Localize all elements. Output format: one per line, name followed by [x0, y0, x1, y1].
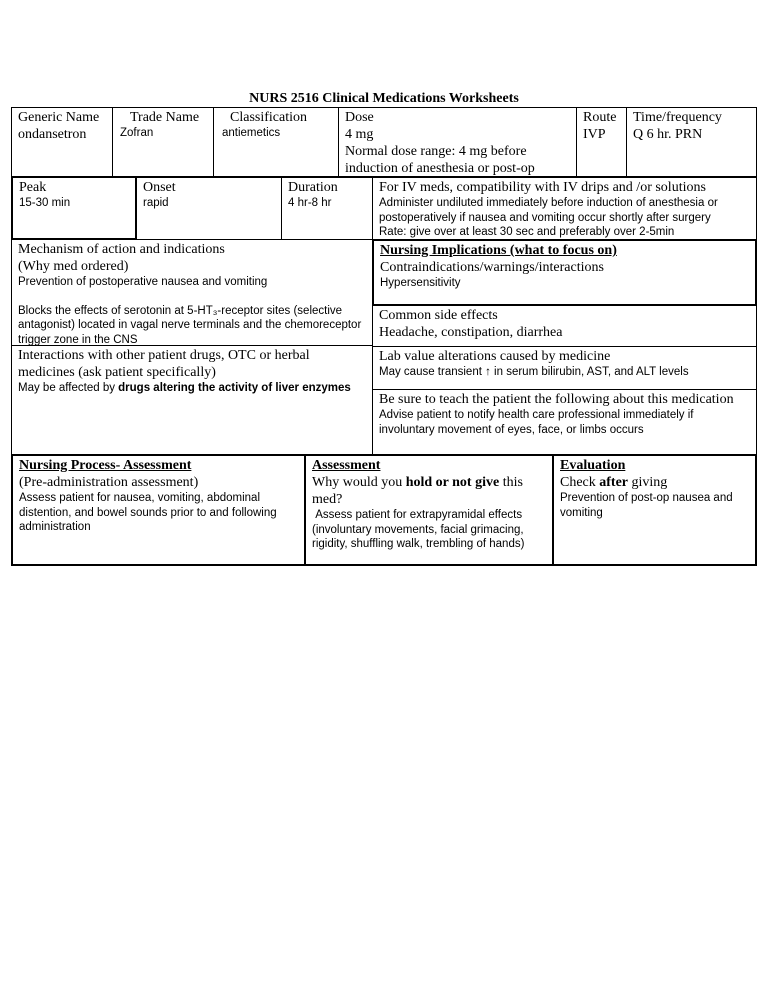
mechanism-sublabel: (Why med ordered): [18, 259, 129, 274]
evaluation-question: [560, 474, 750, 491]
interactions-text-prefix: May be affected by: [18, 382, 119, 394]
route-label: Route: [583, 110, 617, 125]
duration-value: 4 hr-8 hr: [288, 197, 332, 209]
side-effects-value: Headache, constipation, diarrhea: [379, 325, 563, 340]
trade-name-value: Zofran: [120, 127, 154, 139]
interactions-text: [18, 381, 367, 396]
nursing-process-label: Nursing Process- Assessment: [19, 458, 192, 473]
assessment-cell: [304, 454, 554, 566]
classification-label: Classification: [230, 110, 307, 125]
nursing-implications-cell: [372, 239, 757, 306]
frequency-value: Q 6 hr. PRN: [633, 127, 703, 142]
lab-values-value: May cause transient ↑ in serum bilirubin, AST, and ALT levels: [379, 366, 689, 378]
evaluation-question-suffix: giving: [628, 475, 668, 490]
mechanism-text: Blocks the effects of serotonin at 5-HT₃-receptor sites (selective antagonist) located in vagal nerve terminals and the chemoreceptor trigger zone in the CNS: [18, 304, 362, 346]
contraindications-label: Contraindications/warnings/interactions: [380, 260, 604, 275]
normal-dose-range: Normal dose range: 4 mg before induction of anesthesia or post-op: [345, 144, 535, 176]
duration-label: Duration: [288, 180, 338, 195]
interactions-cell: [11, 345, 373, 455]
nursing-process-cell: [11, 454, 306, 566]
duration-cell: [281, 177, 373, 240]
assessment-question: [312, 474, 547, 508]
iv-compatibility-cell: [372, 177, 757, 240]
side-effects-cell: [372, 305, 757, 347]
lab-values-cell: [372, 346, 757, 390]
onset-cell: [136, 177, 282, 240]
evaluation-question-bold: after: [599, 475, 629, 490]
lab-values-label: Lab value alterations caused by medicine: [379, 349, 611, 364]
evaluation-cell: [552, 454, 757, 566]
indication-text: Prevention of postoperative nausea and vomiting: [18, 276, 268, 288]
dose-label: Dose: [345, 110, 374, 125]
side-effects-label: Common side effects: [379, 308, 498, 323]
assessment-question-bold: hold or not give: [405, 475, 500, 490]
frequency-label: Time/frequency: [633, 110, 722, 125]
nursing-process-value: Assess patient for nausea, vomiting, abdominal distention, and bowel sounds prior to and following administration: [19, 492, 277, 533]
peak-value: 15-30 min: [19, 197, 71, 209]
nursing-process-sublabel: (Pre-administration assessment): [19, 475, 199, 490]
iv-compatibility-label: For IV meds, compatibility with IV drips and /or solutions: [379, 180, 706, 195]
interactions-label: Interactions with other patient drugs, OTC or herbal medicines (ask patient specifically): [18, 348, 310, 380]
iv-compatibility-text: Administer undiluted immediately before induction of anesthesia or postoperatively if nausea and vomiting occur shortly after surgery: [379, 197, 718, 224]
iv-rate-text: Rate: give over at least 30 sec and preferably over 2-5min: [379, 226, 675, 238]
assessment-label: Assessment: [312, 458, 381, 473]
assessment-question-prefix: Why would you: [312, 475, 406, 490]
dose-value: 4 mg: [345, 127, 374, 142]
nursing-implications-label: Nursing Implications (what to focus on): [380, 243, 617, 258]
evaluation-question-prefix: Check: [560, 475, 600, 490]
evaluation-label: Evaluation: [560, 458, 626, 473]
mechanism-label: Mechanism of action and indications: [18, 242, 225, 257]
route-cell: [576, 107, 627, 177]
generic-name-value: ondansetron: [18, 127, 87, 142]
frequency-cell: [626, 107, 757, 177]
dose-cell: [338, 107, 577, 177]
trade-name-label: Trade Name: [130, 110, 200, 125]
generic-name-label: Generic Name: [18, 110, 100, 125]
assessment-question-suffix: this med?: [312, 475, 523, 507]
patient-teaching-label: Be sure to teach the patient the following about this medication: [379, 392, 734, 407]
interactions-text-bold: drugs altering the activity of liver enzymes: [118, 382, 351, 394]
trade-name-cell: [112, 107, 214, 177]
classification-value: antiemetics: [222, 127, 281, 139]
onset-value: rapid: [143, 197, 169, 209]
classification-cell: [213, 107, 339, 177]
peak-cell: [11, 176, 137, 240]
onset-label: Onset: [143, 180, 176, 195]
evaluation-value: Prevention of post-op nausea and vomiting: [560, 492, 733, 519]
assessment-value: Assess patient for extrapyramidal effects (involuntary movements, facial grimacing, rigidity, shuffling walk, trembling of hands): [312, 509, 527, 550]
patient-teaching-cell: [372, 389, 757, 455]
contraindications-value: Hypersensitivity: [380, 277, 461, 289]
mechanism-cell: [11, 239, 373, 346]
route-value: IVP: [583, 127, 606, 142]
generic-name-cell: [11, 107, 113, 177]
peak-label: Peak: [19, 180, 47, 195]
patient-teaching-value: Advise patient to notify health care professional immediately if involuntary movement of eyes, face, or limbs occurs: [379, 409, 694, 436]
page-title: NURS 2516 Clinical Medications Worksheets: [249, 91, 519, 106]
